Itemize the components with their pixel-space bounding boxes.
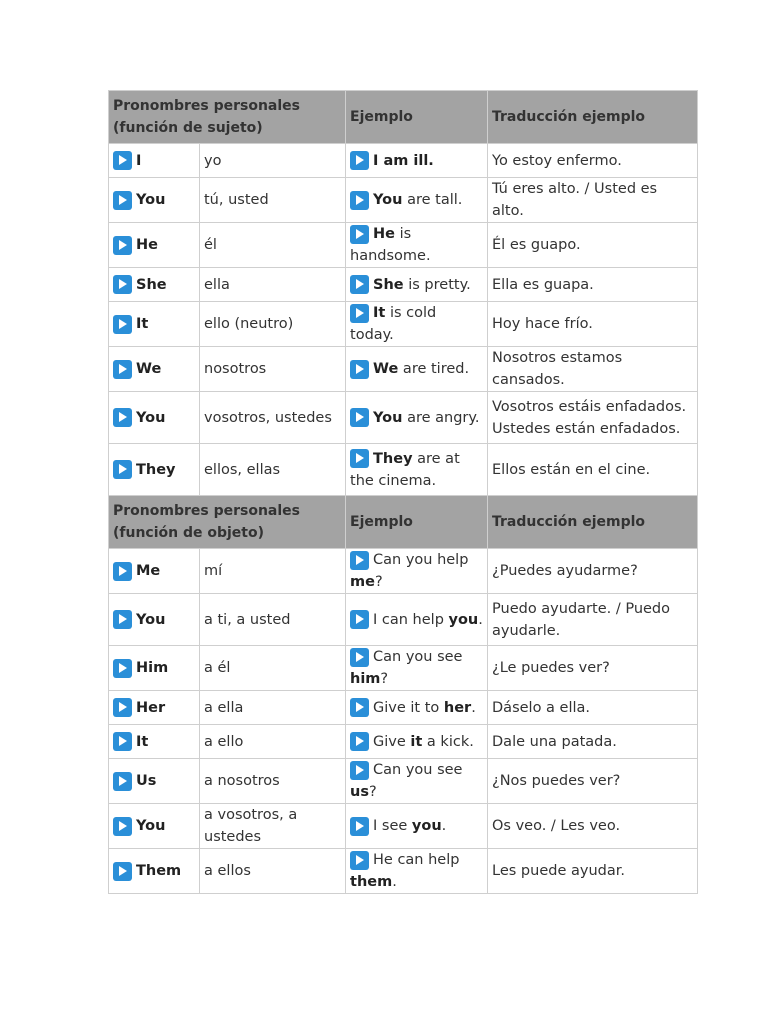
play-icon[interactable] [113,151,132,170]
example-text-post: are tall. [402,192,463,208]
example-cell [346,759,488,804]
pronoun-cell [109,178,200,223]
spanish-cell: a ella [200,691,346,725]
play-icon[interactable] [350,449,369,468]
example-text-post: a kick. [422,733,474,750]
example-text-post: are angry. [402,409,480,426]
example-text-pre: Can you help [373,552,469,568]
pronoun-label: Them [136,863,182,879]
example-keyword: You [373,409,403,426]
pronoun-cell [109,223,200,268]
pronoun-label: Us [136,773,157,789]
example-keyword: him [350,671,381,687]
example-keyword: He [373,226,395,242]
pronoun-label: They [136,461,176,478]
table-row [109,549,698,594]
example-cell [346,725,488,759]
example-text-post: ? [380,671,389,687]
play-icon[interactable] [113,732,132,751]
example-text-pre: He can help [373,852,460,868]
pronoun-cell [109,725,200,759]
example-cell [346,549,488,594]
example-cell [346,347,488,392]
example-cell [346,178,488,223]
spanish-cell: a ello [200,725,346,759]
table-row [109,178,698,223]
translation-cell: Ella es guapa. [488,268,698,302]
pronoun-cell [109,392,200,444]
spanish-cell: a ellos [200,849,346,894]
pronoun-cell [109,444,200,496]
example-keyword: They [373,450,413,467]
table-row [109,268,698,302]
spanish-cell: tú, usted [200,178,346,223]
spanish-cell: a ti, a usted [200,594,346,646]
section2-header-row [109,496,698,549]
spanish-cell: ella [200,268,346,302]
example-cell [346,268,488,302]
play-icon[interactable] [113,562,132,581]
section1-header-row [109,91,698,144]
translation-cell: Os veo. / Les veo. [488,804,698,849]
table-row [109,223,698,268]
example-keyword: you [411,818,442,834]
pronoun-label: We [136,361,162,377]
play-icon[interactable] [350,610,369,629]
example-cell [346,691,488,725]
example-keyword: You [373,192,403,208]
pronoun-label: Him [136,660,169,676]
pronoun-label: He [136,237,158,253]
header-translation: Traducción ejemplo [488,496,698,549]
header-pronouns: Pronombres personales (función de objeto) [109,496,346,549]
pronoun-label: She [136,276,167,293]
play-icon[interactable] [350,851,369,870]
table-row [109,691,698,725]
pronoun-label: You [136,192,166,208]
translation-cell: ¿Puedes ayudarme? [488,549,698,594]
spanish-cell: yo [200,144,346,178]
play-icon[interactable] [113,610,132,629]
spanish-cell: ellos, ellas [200,444,346,496]
translation-cell: Puedo ayudarte. / Puedo ayudarle. [488,594,698,646]
play-icon[interactable] [350,732,369,751]
translation-cell: Dáselo a ella. [488,691,698,725]
example-cell [346,444,488,496]
example-cell [346,144,488,178]
pronoun-label: Her [136,699,166,716]
table-row [109,392,698,444]
pronoun-cell [109,594,200,646]
table-row [109,646,698,691]
pronoun-cell [109,759,200,804]
example-keyword: me [350,574,375,590]
play-icon[interactable] [350,151,369,170]
example-keyword: them [350,874,393,890]
play-icon[interactable] [350,761,369,780]
translation-cell: Él es guapo. [488,223,698,268]
translation-cell: ¿Nos puedes ver? [488,759,698,804]
translation-cell: Les puede ayudar. [488,849,698,894]
header-example: Ejemplo [346,496,488,549]
pronoun-label: You [136,611,166,628]
play-icon[interactable] [113,315,132,334]
translation-cell: Nosotros estamos cansados. [488,347,698,392]
header-example: Ejemplo [346,91,488,144]
play-icon[interactable] [350,817,369,836]
table-row [109,759,698,804]
example-text-post: are at the cinema. [350,450,460,489]
translation-cell: Yo estoy enfermo. [488,144,698,178]
play-icon[interactable] [350,191,369,210]
translation-cell: Vosotros estáis enfadados. Ustedes están enfadados. [488,392,698,444]
example-text-pre: Can you see [373,762,463,778]
example-text-post: is pretty. [403,276,471,293]
example-text-post: is handsome. [350,226,431,264]
pronoun-label: You [136,409,166,426]
spanish-cell: mí [200,549,346,594]
table-row [109,849,698,894]
spanish-cell: él [200,223,346,268]
table-row [109,444,698,496]
example-cell [346,646,488,691]
example-text-post: . [441,818,447,834]
spanish-cell: vosotros, ustedes [200,392,346,444]
pronoun-label: It [136,316,149,332]
example-text-pre: Give [373,733,411,750]
table-row [109,594,698,646]
example-keyword: I am ill. [373,152,434,169]
example-keyword: you [448,611,479,628]
pronoun-cell [109,302,200,347]
pronoun-cell [109,549,200,594]
example-text-pre: Give it to [373,699,444,716]
example-text-post: . [471,699,476,716]
pronoun-cell [109,144,200,178]
play-icon[interactable] [350,648,369,667]
play-icon[interactable] [113,659,132,678]
pronoun-label: I [136,152,142,169]
table-row [109,804,698,849]
pronouns-table-body [109,91,698,894]
play-icon[interactable] [350,304,369,323]
example-cell [346,223,488,268]
play-icon[interactable] [350,275,369,294]
example-keyword: us [350,784,369,800]
play-icon[interactable] [350,360,369,379]
pronoun-label: Me [136,563,161,579]
pronoun-cell [109,691,200,725]
example-text-post: . [392,874,397,890]
example-cell [346,392,488,444]
play-icon[interactable] [350,408,369,427]
header-translation: Traducción ejemplo [488,91,698,144]
header-pronouns: Pronombres personales (función de sujeto) [109,91,346,144]
translation-cell: ¿Le puedes ver? [488,646,698,691]
play-icon[interactable] [113,772,132,791]
pronoun-cell [109,849,200,894]
play-icon[interactable] [350,225,369,244]
play-icon[interactable] [113,817,132,836]
example-text-pre: Can you see [373,649,463,665]
example-keyword: We [373,361,399,377]
pronoun-label: It [136,733,149,750]
play-icon[interactable] [113,408,132,427]
translation-cell: Hoy hace frío. [488,302,698,347]
play-icon[interactable] [113,191,132,210]
table-row [109,347,698,392]
table-row [109,302,698,347]
play-icon[interactable] [350,551,369,570]
spanish-cell: a nosotros [200,759,346,804]
play-icon[interactable] [113,460,132,479]
example-text-post: ? [368,784,377,800]
spanish-cell: ello (neutro) [200,302,346,347]
pronoun-cell [109,268,200,302]
play-icon[interactable] [113,360,132,379]
play-icon[interactable] [113,698,132,717]
translation-cell: Dale una patada. [488,725,698,759]
example-keyword: her [443,699,472,716]
table-row [109,725,698,759]
spanish-cell: nosotros [200,347,346,392]
example-text-pre: I can help [373,611,449,628]
example-text-post: ? [374,574,383,590]
play-icon[interactable] [113,862,132,881]
table-row [109,144,698,178]
spanish-cell: a vosotros, a ustedes [200,804,346,849]
example-text-post: are tired. [398,361,470,377]
translation-cell: Ellos están en el cine. [488,444,698,496]
pronoun-cell [109,347,200,392]
spanish-cell: a él [200,646,346,691]
example-cell [346,594,488,646]
play-icon[interactable] [113,275,132,294]
example-cell [346,849,488,894]
example-text-post: is cold today. [350,305,437,343]
example-keyword: It [373,305,386,321]
example-cell [346,302,488,347]
pronoun-cell [109,804,200,849]
pronoun-label: You [136,818,166,834]
example-keyword: She [373,276,404,293]
example-text-post: . [478,611,483,628]
pronouns-table [108,90,698,894]
example-cell [346,804,488,849]
example-text-pre: I see [373,818,412,834]
example-keyword: it [410,733,423,750]
pronoun-cell [109,646,200,691]
translation-cell: Tú eres alto. / Usted es alto. [488,178,698,223]
play-icon[interactable] [350,698,369,717]
play-icon[interactable] [113,236,132,255]
